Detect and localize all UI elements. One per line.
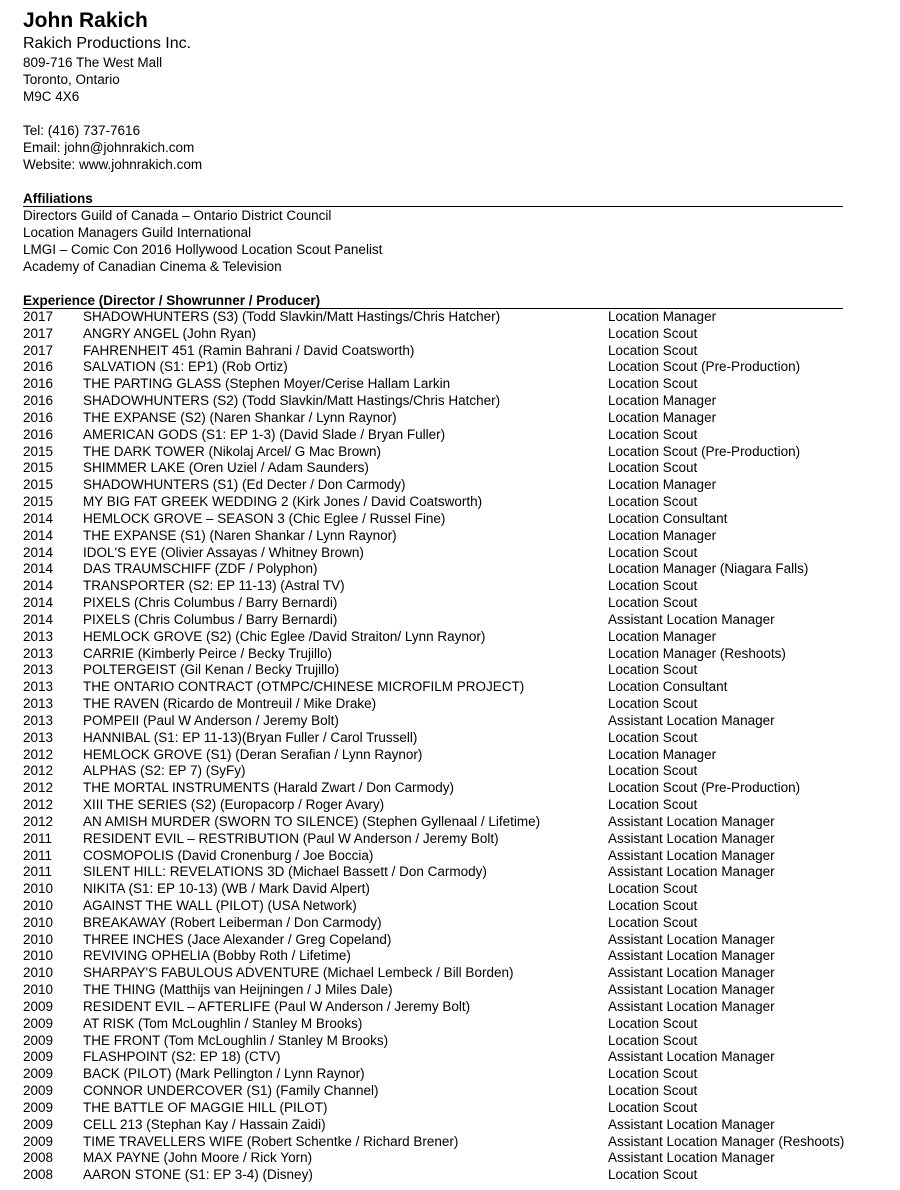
experience-year: 2015	[23, 494, 54, 510]
experience-title: FAHRENHEIT 451 (Ramin Bahrani / David Coatsworth)	[83, 342, 415, 358]
experience-row	[23, 780, 848, 797]
experience-title: MAX PAYNE (John Moore / Rick Yorn)	[83, 1150, 313, 1166]
experience-row	[23, 1100, 848, 1117]
experience-year: 2009	[23, 1083, 54, 1099]
experience-year: 2013	[23, 628, 54, 644]
experience-title: SILENT HILL: REVELATIONS 3D (Michael Bassett / Don Carmody)	[83, 864, 487, 880]
experience-row	[23, 831, 848, 848]
experience-role: Assistant Location Manager	[608, 611, 775, 627]
experience-row	[23, 713, 848, 730]
experience-role: Location Scout	[608, 376, 698, 392]
experience-title: THREE INCHES (Jace Alexander / Greg Copeland)	[83, 931, 392, 947]
experience-row	[23, 965, 848, 982]
experience-row	[23, 309, 848, 326]
experience-year: 2013	[23, 712, 54, 728]
experience-row	[23, 410, 848, 427]
experience-row	[23, 460, 848, 477]
experience-title: THE THING (Matthijs van Heijningen / J Miles Dale)	[83, 982, 393, 998]
experience-year: 2015	[23, 443, 54, 459]
experience-role: Location Scout	[608, 1015, 698, 1031]
experience-role: Location Scout	[608, 797, 698, 813]
experience-year: 2012	[23, 746, 54, 762]
experience-row	[23, 427, 848, 444]
experience-role: Location Consultant	[608, 510, 728, 526]
experience-row	[23, 511, 848, 528]
address-line: 809-716 The West Mall	[23, 55, 163, 70]
experience-row	[23, 662, 848, 679]
experience-row	[23, 1167, 848, 1184]
experience-role: Assistant Location Manager	[608, 1150, 775, 1166]
experience-title: HEMLOCK GROVE – SEASON 3 (Chic Eglee / Russel Fine)	[83, 510, 446, 526]
experience-title: PIXELS (Chris Columbus / Barry Bernardi)	[83, 611, 338, 627]
experience-year: 2013	[23, 645, 54, 661]
experience-role: Assistant Location Manager	[608, 813, 775, 829]
experience-role: Location Scout (Pre-Production)	[608, 780, 801, 796]
experience-year: 2010	[23, 948, 54, 964]
experience-role: Location Manager	[608, 393, 717, 409]
experience-row	[23, 578, 848, 595]
experience-row	[23, 864, 848, 881]
experience-year: 2016	[23, 359, 54, 375]
experience-title: SHARPAY'S FABULOUS ADVENTURE (Michael Lembeck / Bill Borden)	[83, 965, 514, 981]
experience-row	[23, 595, 848, 612]
experience-title: AARON STONE (S1: EP 3-4) (Disney)	[83, 1167, 313, 1183]
experience-year: 2013	[23, 696, 54, 712]
experience-title: SHADOWHUNTERS (S1) (Ed Decter / Don Carmody)	[83, 477, 406, 493]
resume-page	[23, 8, 848, 1184]
experience-role: Location Scout	[608, 1167, 698, 1183]
experience-year: 2012	[23, 780, 54, 796]
experience-row	[23, 528, 848, 545]
experience-year: 2012	[23, 763, 54, 779]
experience-title: REVIVING OPHELIA (Bobby Roth / Lifetime)	[83, 948, 351, 964]
experience-row	[23, 359, 848, 376]
experience-year: 2010	[23, 897, 54, 913]
experience-row	[23, 393, 848, 410]
experience-title: SHADOWHUNTERS (S3) (Todd Slavkin/Matt Hastings/Chris Hatcher)	[83, 309, 501, 324]
experience-role: Assistant Location Manager	[608, 982, 775, 998]
experience-row	[23, 898, 848, 915]
experience-heading: Experience (Director / Showrunner / Producer)	[23, 293, 843, 309]
experience-year: 2008	[23, 1167, 54, 1183]
experience-row	[23, 982, 848, 999]
experience-year: 2012	[23, 797, 54, 813]
experience-title: ANGRY ANGEL (John Ryan)	[83, 325, 257, 341]
experience-title: FLASHPOINT (S2: EP 18) (CTV)	[83, 1049, 281, 1065]
experience-year: 2010	[23, 982, 54, 998]
experience-role: Location Manager	[608, 309, 717, 324]
experience-row	[23, 646, 848, 663]
experience-title: AN AMISH MURDER (SWORN TO SILENCE) (Stephen Gyllenaal / Lifetime)	[83, 813, 541, 829]
experience-title: THE ONTARIO CONTRACT (OTMPC/CHINESE MICROFILM PROJECT)	[83, 679, 525, 695]
experience-year: 2014	[23, 527, 54, 543]
experience-year: 2010	[23, 965, 54, 981]
experience-year: 2010	[23, 931, 54, 947]
experience-year: 2014	[23, 578, 54, 594]
address-block	[23, 54, 848, 105]
address-line: M9C 4X6	[23, 89, 80, 104]
experience-year: 2011	[23, 847, 53, 863]
affiliation-item: LMGI – Comic Con 2016 Hollywood Location Scout Panelist	[23, 242, 383, 257]
experience-title: CARRIE (Kimberly Peirce / Becky Trujillo)	[83, 645, 333, 661]
affiliation-item: Directors Guild of Canada – Ontario District Council	[23, 208, 332, 223]
experience-row	[23, 797, 848, 814]
experience-year: 2017	[23, 342, 54, 358]
experience-row	[23, 999, 848, 1016]
experience-row	[23, 848, 848, 865]
experience-year: 2011	[23, 864, 53, 880]
experience-title: AT RISK (Tom McLoughlin / Stanley M Brooks)	[83, 1015, 363, 1031]
experience-year: 2009	[23, 998, 54, 1014]
experience-year: 2009	[23, 1049, 54, 1065]
experience-year: 2008	[23, 1150, 54, 1166]
experience-row	[23, 561, 848, 578]
experience-row	[23, 679, 848, 696]
experience-row	[23, 494, 848, 511]
experience-row	[23, 1033, 848, 1050]
experience-year: 2014	[23, 595, 54, 611]
experience-role: Location Scout (Pre-Production)	[608, 443, 801, 459]
affiliations-heading: Affiliations	[23, 191, 843, 207]
experience-role: Location Scout	[608, 1099, 698, 1115]
experience-role: Location Manager	[608, 409, 717, 425]
affiliations-list	[23, 207, 848, 275]
experience-year: 2014	[23, 561, 54, 577]
experience-role: Location Scout	[608, 1032, 698, 1048]
experience-row	[23, 629, 848, 646]
experience-role: Assistant Location Manager	[608, 864, 775, 880]
experience-title: DAS TRAUMSCHIFF (ZDF / Polyphon)	[83, 561, 318, 577]
experience-row	[23, 545, 848, 562]
experience-row	[23, 915, 848, 932]
experience-role: Location Scout	[608, 342, 698, 358]
experience-title: COSMOPOLIS (David Cronenburg / Joe Boccia)	[83, 847, 374, 863]
experience-role: Location Scout	[608, 881, 698, 897]
experience-year: 2009	[23, 1066, 54, 1082]
experience-role: Location Scout	[608, 897, 698, 913]
experience-title: THE PARTING GLASS (Stephen Moyer/Cerise Hallam Larkin	[83, 376, 451, 392]
experience-year: 2014	[23, 510, 54, 526]
experience-title: POMPEII (Paul W Anderson / Jeremy Bolt)	[83, 712, 339, 728]
affiliation-item: Academy of Canadian Cinema & Television	[23, 259, 282, 274]
address-line: Toronto, Ontario	[23, 72, 120, 87]
experience-title: AMERICAN GODS (S1: EP 1-3) (David Slade / Bryan Fuller)	[83, 426, 446, 442]
experience-role: Location Scout	[608, 325, 698, 341]
email-line: Email: john@johnrakich.com	[23, 140, 195, 155]
experience-title: IDOL'S EYE (Olivier Assayas / Whitney Brown)	[83, 544, 364, 560]
experience-row	[23, 1150, 848, 1167]
experience-title: CONNOR UNDERCOVER (S1) (Family Channel)	[83, 1083, 379, 1099]
experience-year: 2009	[23, 1032, 54, 1048]
experience-title: THE EXPANSE (S2) (Naren Shankar / Lynn Raynor)	[83, 409, 397, 425]
experience-role: Location Manager (Reshoots)	[608, 645, 786, 661]
experience-title: THE EXPANSE (S1) (Naren Shankar / Lynn Raynor)	[83, 527, 397, 543]
experience-role: Location Scout	[608, 1083, 698, 1099]
experience-role: Location Scout	[608, 426, 698, 442]
experience-year: 2013	[23, 679, 54, 695]
experience-title: THE DARK TOWER (Nikolaj Arcel/ G Mac Brown)	[83, 443, 382, 459]
experience-role: Location Scout (Pre-Production)	[608, 359, 801, 375]
experience-row	[23, 376, 848, 393]
experience-row	[23, 881, 848, 898]
experience-row	[23, 326, 848, 343]
experience-title: XIII THE SERIES (S2) (Europacorp / Roger Avary)	[83, 797, 385, 813]
experience-role: Assistant Location Manager	[608, 931, 775, 947]
experience-role: Location Scout	[608, 578, 698, 594]
experience-year: 2014	[23, 544, 54, 560]
experience-year: 2017	[23, 309, 54, 324]
experience-year: 2011	[23, 830, 53, 846]
experience-role: Assistant Location Manager	[608, 712, 775, 728]
experience-list	[23, 309, 848, 1184]
experience-year: 2016	[23, 426, 54, 442]
experience-role: Location Scout	[608, 662, 698, 678]
experience-title: HEMLOCK GROVE (S1) (Deran Serafian / Lynn Raynor)	[83, 746, 423, 762]
experience-title: POLTERGEIST (Gil Kenan / Becky Trujillo)	[83, 662, 340, 678]
experience-row	[23, 1066, 848, 1083]
experience-title: THE FRONT (Tom McLoughlin / Stanley M Brooks)	[83, 1032, 389, 1048]
experience-role: Location Manager	[608, 746, 717, 762]
experience-year: 2015	[23, 477, 54, 493]
experience-title: NIKITA (S1: EP 10-13) (WB / Mark David Alpert)	[83, 881, 370, 897]
experience-role: Location Manager	[608, 477, 717, 493]
experience-title: MY BIG FAT GREEK WEDDING 2 (Kirk Jones / David Coatsworth)	[83, 494, 483, 510]
experience-title: RESIDENT EVIL – AFTERLIFE (Paul W Anderson / Jeremy Bolt)	[83, 998, 471, 1014]
experience-title: RESIDENT EVIL – RESTRIBUTION (Paul W Anderson / Jeremy Bolt)	[83, 830, 499, 846]
experience-role: Location Scout	[608, 1066, 698, 1082]
experience-role: Location Scout	[608, 696, 698, 712]
experience-year: 2013	[23, 662, 54, 678]
experience-year: 2016	[23, 376, 54, 392]
experience-row	[23, 477, 848, 494]
experience-title: THE RAVEN (Ricardo de Montreuil / Mike Drake)	[83, 696, 377, 712]
experience-title: TRANSPORTER (S2: EP 11-13) (Astral TV)	[83, 578, 345, 594]
experience-role: Assistant Location Manager (Reshoots)	[608, 1133, 845, 1149]
experience-row	[23, 814, 848, 831]
experience-year: 2013	[23, 729, 54, 745]
experience-role: Location Scout	[608, 595, 698, 611]
experience-year: 2010	[23, 881, 54, 897]
experience-year: 2017	[23, 325, 54, 341]
experience-row	[23, 1049, 848, 1066]
experience-role: Assistant Location Manager	[608, 965, 775, 981]
experience-row	[23, 730, 848, 747]
experience-row	[23, 1117, 848, 1134]
experience-title: HANNIBAL (S1: EP 11-13)(Bryan Fuller / Carol Trussell)	[83, 729, 418, 745]
experience-row	[23, 612, 848, 629]
experience-title: ALPHAS (S2: EP 7) (SyFy)	[83, 763, 246, 779]
experience-role: Assistant Location Manager	[608, 830, 775, 846]
experience-role: Location Consultant	[608, 679, 728, 695]
experience-title: THE BATTLE OF MAGGIE HILL (PILOT)	[83, 1099, 328, 1115]
experience-year: 2014	[23, 611, 54, 627]
experience-row	[23, 1134, 848, 1151]
experience-title: THE MORTAL INSTRUMENTS (Harald Zwart / Don Carmody)	[83, 780, 455, 796]
experience-year: 2015	[23, 460, 54, 476]
experience-role: Location Manager (Niagara Falls)	[608, 561, 809, 577]
affiliation-item: Location Managers Guild International	[23, 225, 252, 240]
experience-row	[23, 763, 848, 780]
experience-title: BACK (PILOT) (Mark Pellington / Lynn Raynor)	[83, 1066, 365, 1082]
experience-role: Location Scout	[608, 763, 698, 779]
experience-row	[23, 747, 848, 764]
experience-title: SHIMMER LAKE (Oren Uziel / Adam Saunders)	[83, 460, 369, 476]
experience-role: Location Scout	[608, 914, 698, 930]
experience-role: Assistant Location Manager	[608, 1049, 775, 1065]
experience-year: 2010	[23, 914, 54, 930]
experience-title: HEMLOCK GROVE (S2) (Chic Eglee /David Straiton/ Lynn Raynor)	[83, 628, 486, 644]
experience-role: Location Manager	[608, 628, 717, 644]
phone-line: Tel: (416) 737-7616	[23, 123, 141, 138]
experience-title: PIXELS (Chris Columbus / Barry Bernardi)	[83, 595, 338, 611]
experience-role: Location Scout	[608, 494, 698, 510]
experience-row	[23, 1083, 848, 1100]
experience-year: 2016	[23, 409, 54, 425]
experience-year: 2009	[23, 1015, 54, 1031]
experience-role: Assistant Location Manager	[608, 948, 775, 964]
experience-year: 2009	[23, 1116, 54, 1132]
experience-role: Location Scout	[608, 544, 698, 560]
experience-title: BREAKAWAY (Robert Leiberman / Don Carmody)	[83, 914, 382, 930]
experience-row	[23, 932, 848, 949]
experience-row	[23, 1016, 848, 1033]
experience-title: SHADOWHUNTERS (S2) (Todd Slavkin/Matt Hastings/Chris Hatcher)	[83, 393, 501, 409]
experience-year: 2016	[23, 393, 54, 409]
experience-row	[23, 343, 848, 360]
experience-row	[23, 696, 848, 713]
website-line: Website: www.johnrakich.com	[23, 157, 203, 172]
experience-role: Assistant Location Manager	[608, 1116, 775, 1132]
experience-role: Assistant Location Manager	[608, 998, 775, 1014]
experience-year: 2009	[23, 1099, 54, 1115]
experience-year: 2009	[23, 1133, 54, 1149]
experience-row	[23, 444, 848, 461]
resume-name: John Rakich	[23, 9, 148, 32]
experience-role: Location Scout	[608, 460, 698, 476]
experience-title: SALVATION (S1: EP1) (Rob Ortiz)	[83, 359, 288, 375]
experience-role: Location Scout	[608, 729, 698, 745]
contact-block	[23, 122, 848, 173]
experience-role: Assistant Location Manager	[608, 847, 775, 863]
company-name: Rakich Productions Inc.	[23, 35, 192, 52]
experience-role: Location Manager	[608, 527, 717, 543]
experience-row	[23, 948, 848, 965]
experience-title: TIME TRAVELLERS WIFE (Robert Schentke / Richard Brener)	[83, 1133, 459, 1149]
experience-year: 2012	[23, 813, 54, 829]
experience-title: AGAINST THE WALL (PILOT) (USA Network)	[83, 897, 357, 913]
experience-title: CELL 213 (Stephan Kay / Hassain Zaidi)	[83, 1116, 326, 1132]
